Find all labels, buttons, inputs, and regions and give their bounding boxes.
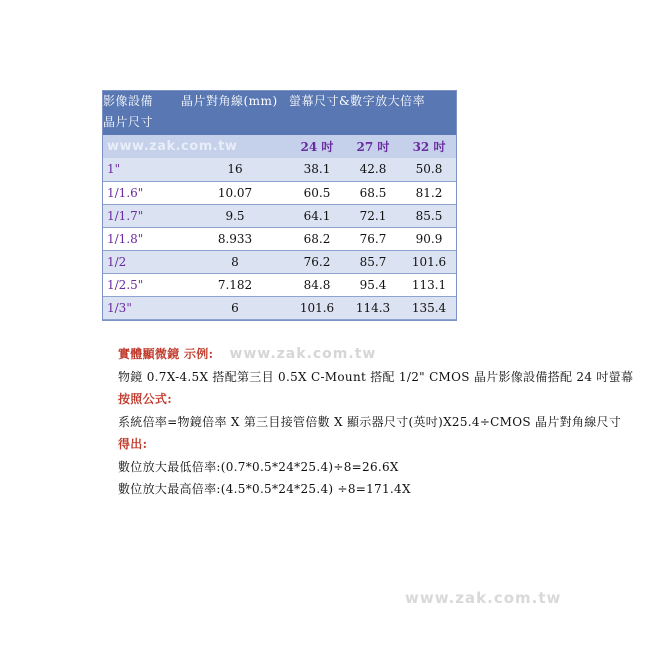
mag-27-cell: 68.5 <box>345 181 401 204</box>
chip-size-cell: 1/1.7" <box>103 204 181 227</box>
table-row <box>103 250 457 273</box>
watermark-text: www.zak.com.tw <box>229 346 377 362</box>
mag-24-cell: 101.6 <box>289 296 345 319</box>
header-device-label: 影像設備 <box>103 94 154 108</box>
formula-text: 系統倍率=物鏡倍率 X 第三目接管倍數 X 顯示器尺寸(英吋)X25.4÷CMOS 晶片對角線尺寸 <box>118 414 622 429</box>
screen-size-27: 27 吋 <box>356 140 390 154</box>
header-device-chip-size <box>103 91 181 135</box>
mag-32-cell: 81.2 <box>401 181 457 204</box>
example-heading: 實體顯微鏡 示例: <box>118 347 214 361</box>
mag-27-cell: 95.4 <box>345 273 401 296</box>
mag-24-cell: 60.5 <box>289 181 345 204</box>
mag-24-cell: 68.2 <box>289 227 345 250</box>
min-magnification-text: 數位放大最低倍率:(0.7*0.5*24*25.4)÷8=26.6X <box>118 459 399 474</box>
example-notes <box>118 343 638 501</box>
example-text: 物鏡 0.7X-4.5X 搭配第三目 0.5X C-Mount 搭配 1/2" CMOS 晶片影像設備搭配 24 吋螢幕 <box>118 369 634 384</box>
diagonal-cell: 8 <box>181 250 289 273</box>
mag-24-cell: 76.2 <box>289 250 345 273</box>
mag-24-cell: 64.1 <box>289 204 345 227</box>
chip-size-cell: 1/3" <box>103 296 181 319</box>
diagonal-cell: 7.182 <box>181 273 289 296</box>
table-row <box>103 227 457 250</box>
mag-27-cell: 72.1 <box>345 204 401 227</box>
mag-27-cell: 114.3 <box>345 296 401 319</box>
screen-size-24: 24 吋 <box>300 140 334 154</box>
mag-32-cell: 101.6 <box>401 250 457 273</box>
header-chip-diagonal: 晶片對角線(mm) <box>181 94 278 108</box>
bottom-watermark: www.zak.com.tw <box>405 589 562 607</box>
max-magnification-text: 數位放大最高倍率:(4.5*0.5*24*25.4) ÷8=171.4X <box>118 482 411 496</box>
table-row <box>103 296 457 319</box>
table-subheader-row <box>103 135 457 158</box>
chip-size-cell: 1/2 <box>103 250 181 273</box>
chip-size-cell: 1/1.6" <box>103 181 181 204</box>
mag-32-cell: 85.5 <box>401 204 457 227</box>
result-heading: 得出: <box>118 437 148 451</box>
chip-size-cell: 1" <box>103 158 181 181</box>
mag-32-cell: 113.1 <box>401 273 457 296</box>
magnification-table <box>103 91 457 320</box>
table-row <box>103 273 457 296</box>
diagonal-cell: 16 <box>181 158 289 181</box>
table-row <box>103 181 457 204</box>
mag-24-cell: 38.1 <box>289 158 345 181</box>
diagonal-cell: 8.933 <box>181 227 289 250</box>
table-header-row <box>103 91 457 135</box>
table-row <box>103 204 457 227</box>
mag-32-cell: 50.8 <box>401 158 457 181</box>
mag-27-cell: 42.8 <box>345 158 401 181</box>
chip-size-cell: 1/2.5" <box>103 273 181 296</box>
diagonal-cell: 9.5 <box>181 204 289 227</box>
screen-size-32: 32 吋 <box>412 140 446 154</box>
mag-32-cell: 135.4 <box>401 296 457 319</box>
mag-27-cell: 85.7 <box>345 250 401 273</box>
mag-32-cell: 90.9 <box>401 227 457 250</box>
formula-heading: 按照公式: <box>118 392 172 406</box>
mag-24-cell: 84.8 <box>289 273 345 296</box>
mag-27-cell: 76.7 <box>345 227 401 250</box>
diagonal-cell: 10.07 <box>181 181 289 204</box>
header-screen-magnification: 螢幕尺寸&數字放大倍率 <box>289 94 426 108</box>
example-heading-line <box>118 343 638 366</box>
table-watermark: www.zak.com.tw <box>107 139 238 154</box>
chip-size-cell: 1/1.8" <box>103 227 181 250</box>
table-row <box>103 158 457 181</box>
header-chip-size-label: 晶片尺寸 <box>103 115 154 129</box>
diagonal-cell: 6 <box>181 296 289 319</box>
